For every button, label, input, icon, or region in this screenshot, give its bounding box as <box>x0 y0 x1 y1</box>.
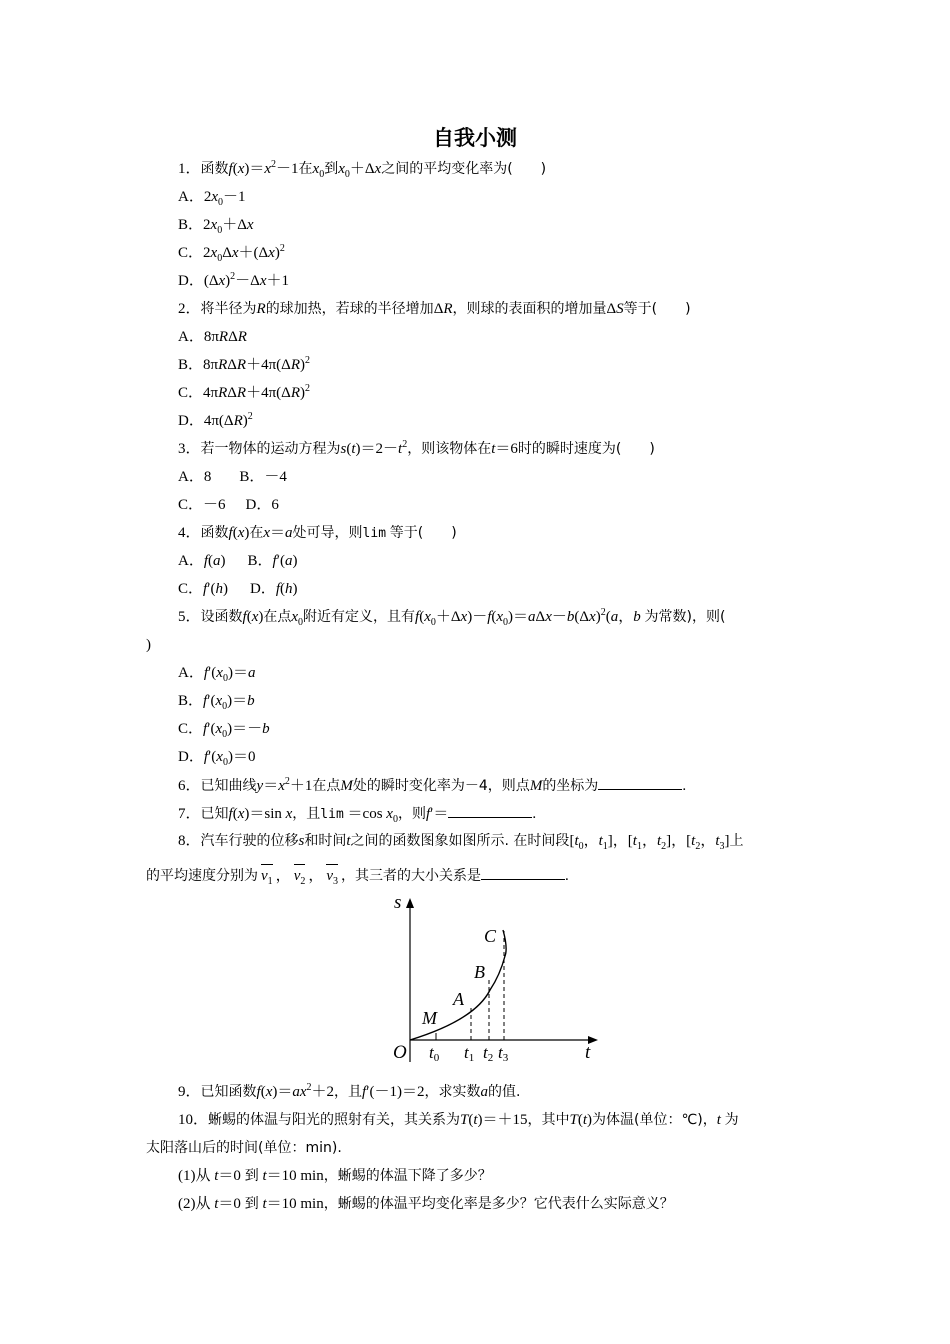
point-m-label: M <box>422 1008 437 1028</box>
q2-option-a: A．8πRΔR <box>178 329 247 345</box>
question-8-cont: 的平均速度分别为 $v_1$ ， $v_2$ ， $v_3$ ，其三者的大小关系是 . <box>146 862 569 886</box>
question-6: 6．已知曲线$y=x^2+1$在点M处的瞬时变化率为－4，则点M的坐标为 . <box>178 776 687 794</box>
displacement-time-graph <box>380 890 610 1070</box>
question-9: 9．已知函数$f(x)=ax^2+2$，且f′(－1)＝2，求实数a的值. <box>178 1082 521 1100</box>
q5-option-a: A．$f'(x_0)=a$ <box>178 665 256 684</box>
question-4: 4．函数f(x)在x＝a处可导，则lim 等于( ) <box>178 525 457 541</box>
question-5: 5．设函数f(x)在点$x_0$附近有定义，且有$f(x_0+\Delta x)-f(x_0)=a\Delta x-b(\Delta x)^2(a$，b 为常数)，则( <box>178 607 726 628</box>
t0-label: t0 <box>429 1043 440 1064</box>
q2-option-c: C．$4\pi R\Delta R+4\pi(\Delta R)^2$ <box>178 383 310 401</box>
t3-label: t3 <box>498 1043 509 1064</box>
t1-label: t1 <box>464 1043 475 1064</box>
t-label: t <box>585 1042 591 1063</box>
q2-option-d: D．$4\pi(\Delta R)^2$ <box>178 411 253 429</box>
q3-options-cd: C．－6 D．6 <box>178 497 279 513</box>
s-label: s <box>394 892 402 913</box>
question-10: 10．蜥蜴的体温与阳光的照射有关，其关系为T(t)＝＋15，其中T(t)为体温(单位：℃)，t 为 <box>178 1112 739 1128</box>
question-10-part-1: (1)从 t＝0 到 t＝10 min，蜥蜴的体温下降了多少？ <box>178 1168 492 1184</box>
origin-label: O <box>393 1042 407 1063</box>
q4-options-cd: C．f′(h) D．f(h) <box>178 581 298 597</box>
q1-option-b: B．$2x_0+\Delta x$ <box>178 217 254 236</box>
q1-option-a: A．$2x_0-1$ <box>178 189 246 208</box>
question-3: 3．若一物体的运动方程为$s(t)=2-t^2$，则该物体在t＝6时的瞬时速度为( ) <box>178 439 655 457</box>
point-c-label: C <box>484 926 497 946</box>
q5-option-c: C．$f'(x_0)=-b$ <box>178 721 270 740</box>
question-2: 2．将半径为R的球加热，若球的半径增加ΔR，则球的表面积的增加量ΔS等于( ) <box>178 301 691 317</box>
q5-option-d: D．$f'(x_0)=0$ <box>178 749 256 768</box>
point-b-label: B <box>474 962 485 982</box>
answer-blank <box>598 775 682 790</box>
question-10-cont: 太阳落山后的时间(单位：min). <box>146 1140 342 1156</box>
question-7: 7．已知f(x)＝sin x，且lim ＝cos $x_0$，则f′＝ . <box>178 803 536 825</box>
question-8: 8．汽车行驶的位移s和时间t之间的函数图象如图所示. 在时间段[$t_0$，$t_1$]，[$t_1$，$t_2$]，[$t_2$，$t_3$]上 <box>178 833 744 852</box>
question-1: 1．函数$f(x)=x^2-1$在$x_0$到$x_0+\Delta x$之间的平均变化率为( ) <box>178 159 547 180</box>
question-10-part-2: (2)从 t＝0 到 t＝10 min，蜥蜴的体温平均变化率是多少？它代表什么实际意义？ <box>178 1196 674 1212</box>
q2-option-b: B．$8\pi R\Delta R+4\pi(\Delta R)^2$ <box>178 355 310 373</box>
q1-option-d: D．$(\Delta x)^2-\Delta x+1$ <box>178 271 290 289</box>
q4-options-ab: A．f(a) B．f′(a) <box>178 553 298 569</box>
q3-options-ab: A．8 B．－4 <box>178 469 287 485</box>
answer-blank <box>448 803 532 818</box>
point-a-label: A <box>453 989 464 1009</box>
question-5-cont: ) <box>146 637 151 653</box>
q5-option-b: B．$f'(x_0)=b$ <box>178 693 255 712</box>
t2-label: t2 <box>483 1043 494 1064</box>
page-title: 自我小测 <box>433 126 517 150</box>
s-axis-arrow <box>406 898 414 908</box>
answer-blank <box>481 865 565 880</box>
q1-option-c: C．$2x_0\Delta x+(\Delta x)^2$ <box>178 243 285 264</box>
